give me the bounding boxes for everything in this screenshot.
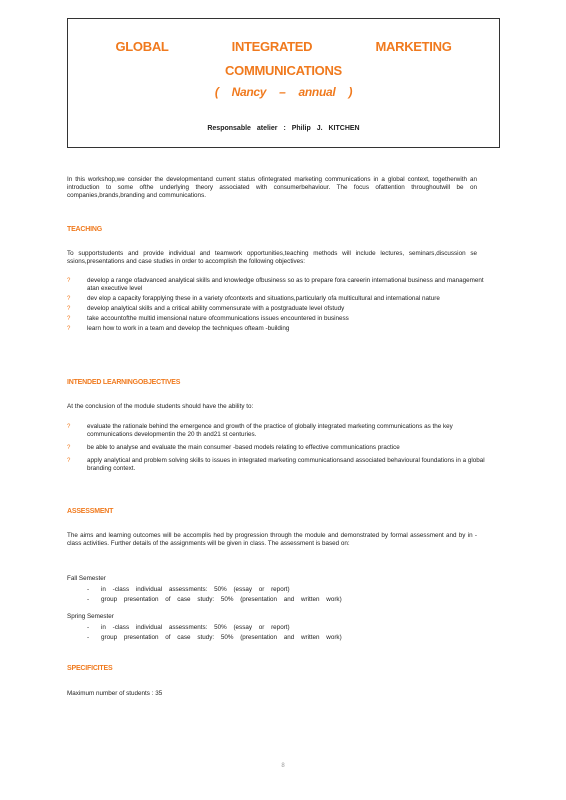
bullet-mark: ? xyxy=(67,458,71,464)
bullet-mark: ? xyxy=(67,424,71,430)
title-line-3: ( Nancy – annual ) xyxy=(214,85,353,99)
list-item: - in -class individual assessments: 50% (essay or report) xyxy=(87,586,290,593)
objectives-list xyxy=(67,423,487,475)
spring-semester-label: Spring Semester xyxy=(67,613,114,620)
objectives-paragraph: At the conclusion of the module students should have the ability to: xyxy=(67,403,254,410)
bullet-mark: ? xyxy=(67,326,71,332)
teaching-paragraph: To supportstudents and provide individual and teamwork opportunities,teaching methods will include lectures, seminars,discussion se ssions,presentations and case studies in order to accomplish the following objectives: xyxy=(67,250,477,265)
teaching-heading: TEACHING xyxy=(67,226,102,233)
page-number: 8 xyxy=(281,763,285,769)
bullet-mark: ? xyxy=(67,296,71,302)
fall-semester-list xyxy=(87,585,387,605)
list-item: ? evaluate the rationale behind the emergence and growth of the practice of globally integrated marketing communications as the key communications developmentin the 20 th and21 st centuries. xyxy=(67,423,453,438)
title-line-1: GLOBAL INTEGRATED MARKETING xyxy=(115,39,452,54)
assessment-heading: ASSESSMENT xyxy=(67,508,114,515)
teaching-list xyxy=(67,277,487,335)
title-box xyxy=(67,18,500,148)
responsible-line: Responsable atelier : Philip J. KITCHEN xyxy=(207,125,360,132)
assessment-paragraph: The aims and learning outcomes will be accomplis hed by progression through the module and demonstrated by formal assessment and by in -class activities. Further details of the assignments will be given in class. The assessment is based on: xyxy=(67,532,477,547)
list-item: ? apply analytical and problem solving skills to issues in integrated marketing communicationsand associated behavioural foundations in a global branding context. xyxy=(67,457,485,472)
list-item: ? take accountofthe multid imensional nature ofcommunications issues encountered in business xyxy=(67,315,349,322)
list-item: - group presentation of case study: 50% (presentation and written work) xyxy=(87,596,342,603)
list-item: - in -class individual assessments: 50% (essay or report) xyxy=(87,624,290,631)
list-item: ? develop a range ofadvanced analytical skills and knowledge ofbusiness so as to prepare fora careerin international business and management atan executive level xyxy=(67,277,484,292)
fall-semester-label: Fall Semester xyxy=(67,575,106,582)
list-item: ? dev elop a capacity forapplying these in a variety ofcontexts and situations,particularly ofa multicultural and international nature xyxy=(67,295,440,302)
list-item: ? develop analytical skills and a critical ability commensurate with a postgraduate level ofstudy xyxy=(67,305,345,312)
bullet-mark: ? xyxy=(67,306,71,312)
list-item: - group presentation of case study: 50% (presentation and written work) xyxy=(87,634,342,641)
list-item: ? learn how to work in a team and develop the techniques ofteam -building xyxy=(67,325,290,332)
max-students-text: Maximum number of students : 35 xyxy=(67,690,163,697)
objectives-heading: INTENDED LEARNINGOBJECTIVES xyxy=(67,379,181,386)
bullet-mark: ? xyxy=(67,278,71,284)
bullet-mark: ? xyxy=(67,445,71,451)
title-line-2: COMMUNICATIONS xyxy=(225,63,342,78)
specifics-heading: SPECIFICITES xyxy=(67,665,113,672)
spring-semester-list xyxy=(87,623,387,643)
list-item: ? be able to analyse and evaluate the main consumer -based models relating to effective communications practice xyxy=(67,444,400,451)
bullet-mark: ? xyxy=(67,316,71,322)
intro-paragraph: In this workshop,we consider the developmentand current status ofintegrated marketing communications in a global context, togetherwith an introduction to some ofthe underlying theory associated with consumerbehaviour. The focus ofattention throughoutwill be on companies,brands,branding and communications. xyxy=(67,176,477,199)
